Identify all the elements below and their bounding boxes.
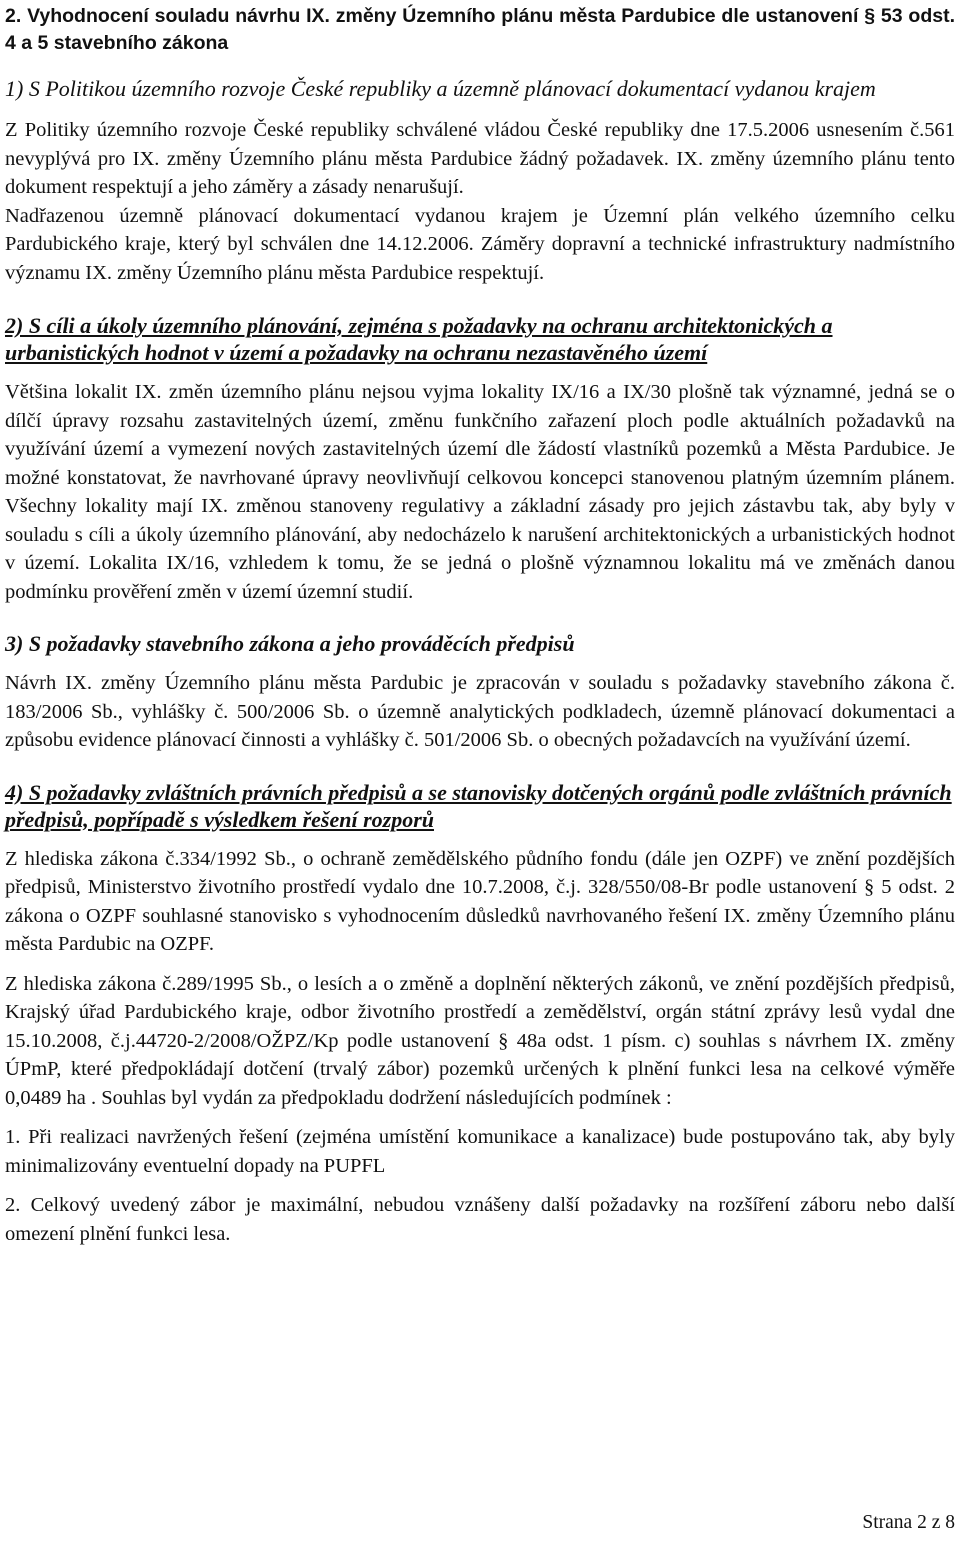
- section4-paragraph-2: Z hlediska zákona č.289/1995 Sb., o lesích a o změně a doplnění některých zákonů, ve znění pozdějších předpisů, Krajský úřad Pardubického kraje, odbor životního prostředí a zemědělství, orgán státní zprávy lesů vydal dne 15.10.2008, č.j.44720-2/2008/OŽPZ/Kp podle ustanovení § 48a odst. 1 písm. c) souhlas s návrhem IX. změny ÚPmP, které předpokládají dotčení (trvalý zábor) pozemků určených k plnění funkci lesa na celkové výměře 0,0489 ha . Souhlas byl vydán za předpokladu dodržení následujících podmínek :: [5, 972, 955, 1109]
- section1-paragraph-1: Z Politiky územního rozvoje České republiky schválené vládou České republiky dne 17.5.2006 usnesením č.561 nevyplývá pro IX. změny Územního plánu města Pardubice žádný požadavek. IX. změny územního plánu tento dokument respektují a jeho záměry a zásady nenarušují.: [5, 119, 955, 198]
- page-number: Strana 2 z 8: [862, 1512, 955, 1533]
- section1-paragraph-2: Nadřazenou územně plánovací dokumentací vydanou krajem je Územní plán velkého územního celku Pardubického kraje, který byl schválen dne 14.12.2006. Záměry dopravní a technické infrastruktury nadmístního významu IX. změny Územního plánu města Pardubice respektují.: [5, 204, 955, 284]
- section4-paragraph-1: Z hlediska zákona č.334/1992 Sb., o ochraně zemědělského půdního fondu (dále jen OZPF) ve znění pozdějších předpisů, Ministerstvo životního prostředí vydalo dne 10.7.2008, č.j. 328/550/08-Br podle ustanovení § 5 odst. 2 zákona o OZPF souhlasné stanovisko s vyhodnocením důsledků navrhovaného řešení IX. změny Územního plánu města Pardubic na OZPF.: [5, 847, 955, 955]
- document-page: [5, 0, 955, 1248]
- section2-title: 2) S cíli a úkoly územního plánování, zejména s požadavky na ochranu architektonických a urbanistických hodnot v území a požadavky na ochranu nezastavěného území: [5, 313, 833, 365]
- document-heading: 2. Vyhodnocení souladu návrhu IX. změny Územního plánu města Pardubice dle ustanovení § 53 odst. 4 a 5 stavebního zákona: [5, 5, 955, 54]
- section3-paragraph-1: Návrh IX. změny Územního plánu města Pardubic je zpracován v souladu s požadavky stavebního zákona č. 183/2006 Sb., vyhlášky č. 500/2006 Sb. o územně analytických podkladech, územně plánovací dokumentaci a způsobu evidence plánovací činnosti a vyhlášky č. 501/2006 Sb. o obecných požadavcích na využívání území.: [5, 672, 955, 751]
- section4-title: 4) S požadavky zvláštních právních předpisů a se stanovisky dotčených orgánů podle zvláštních právních předpisů, popřípadě s výsledkem řešení rozporů: [5, 779, 952, 832]
- section1-title: 1) S Politikou územního rozvoje České republiky a územně plánovací dokumentací vydanou krajem: [5, 76, 876, 101]
- section3-title: 3) S požadavky stavebního zákona a jeho prováděcích předpisů: [5, 631, 575, 656]
- section4-condition-2: 2. Celkový uvedený zábor je maximální, nebudou vznášeny další požadavky na rozšíření záboru nebo další omezení plnění funkci lesa.: [5, 1194, 955, 1245]
- section4-condition-1: 1. Při realizaci navržených řešení (zejména umístění komunikace a kanalizace) bude postupováno tak, aby byly minimalizovány eventuelní dopady na PUPFL: [5, 1126, 955, 1177]
- section2-paragraph-1: Většina lokalit IX. změn územního plánu nejsou vyjma lokality IX/16 a IX/30 plošně tak významné, jedná se o dílčí úpravy rozsahu zastavitelných území, změnu funkčního zařazení ploch podle aktuálních požadavků na využívání území a vymezení nových zastavitelných území dle žádostí vlastníků pozemků a Města Pardubice. Je možné konstatovat, že navrhované úpravy neovlivňují celkovou koncepci stanovenou platným územním plánem. Všechny lokality mají IX. změnou stanoveny regulativy a základní zásady pro jejich zástavbu tak, aby byly v souladu s cíli a úkoly územního plánování, aby nedocházelo k narušení architektonických a urbanistických hodnot v území. Lokalita IX/16, vzhledem k tomu, že se jedná o plošně významnou lokalitu má ve změnách danou podmínku prověření změn v území územní studií.: [5, 381, 955, 603]
